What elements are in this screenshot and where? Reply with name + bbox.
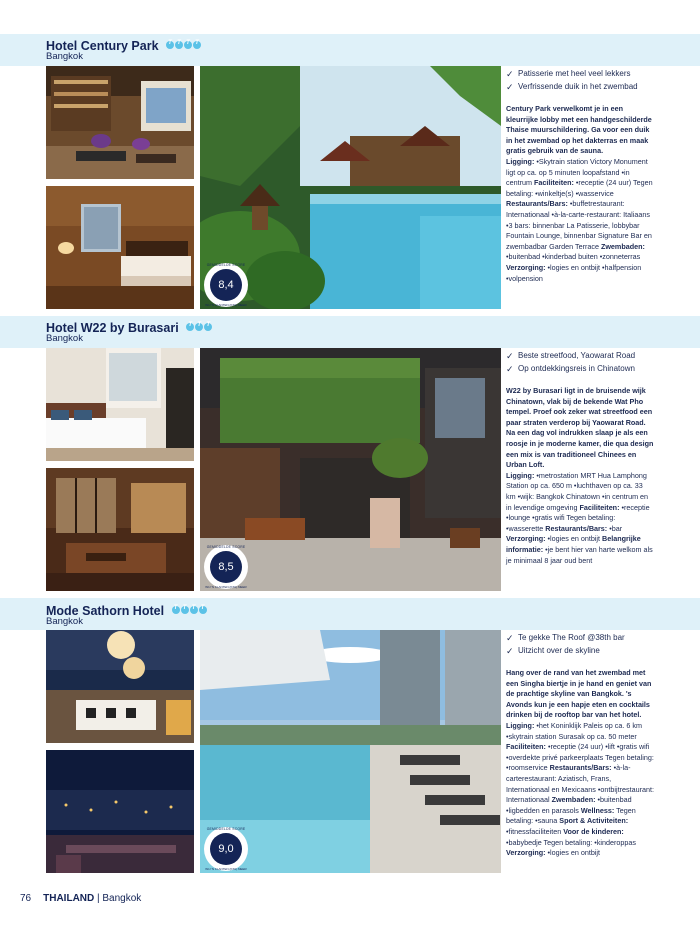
star-rating [186, 320, 213, 334]
star-icon [199, 606, 207, 614]
photo-pool [200, 66, 501, 309]
hotel-city: Bangkok [46, 616, 83, 627]
star-rating [172, 603, 208, 617]
star-icon [186, 323, 194, 331]
intro-text: Century Park verwelkomt je in een kleurrijke lobby met een handgeschilderde Thaise muurschildering. Ga voor een duik in het zwembad op het dakterras en maak gratis gebruik van de sauna. [506, 104, 652, 156]
hotel-title: Hotel W22 by Burasari TTT [46, 320, 213, 335]
checkmark-icon: ✓ [506, 81, 514, 92]
star-icon [190, 606, 198, 614]
photo-rooftop-pool [200, 630, 501, 873]
footer-separator: | [94, 893, 103, 904]
hotel-description [506, 68, 654, 284]
photo-courtyard [200, 348, 501, 591]
score-value: 8,5 [210, 551, 242, 583]
checkmark-icon: ✓ [506, 633, 514, 643]
checkmark-icon: ✓ [506, 351, 514, 361]
star-icon [175, 41, 183, 49]
star-icon [195, 323, 203, 331]
checkmark-icon: ✓ [506, 69, 514, 79]
photo-lounge [46, 468, 194, 591]
hotel-title: Hotel Century Park TTTT [46, 38, 202, 53]
highlight-item: ✓ Op ontdekkingsreis in Chinatown [506, 363, 635, 374]
checkmark-icon: ✓ [506, 363, 514, 374]
highlight-item: ✓ Uitzicht over de skyline [506, 645, 600, 656]
score-badge: GEMIDDELDE SCORE 8,5 WIJ 'N KLANTEN (IN%) MEER [205, 545, 247, 589]
intro-text: W22 by Burasari ligt in de bruisende wijk Chinatown, vlak bij de bekende Wat Pho tempel. Proef ook zeker wat streetfood een paar straten verderop bij Yaowarat Road. Na een dag vol indrukken slaap je als een roosje in je moderne kamer, die qua design een mix is van traditioneel Chinees en Urban Loft. [506, 386, 654, 470]
photo-room [46, 348, 194, 461]
star-icon [204, 323, 212, 331]
footer-region: Bangkok [102, 893, 142, 904]
page-number: 76 [20, 893, 32, 904]
score-value: 9,0 [210, 833, 242, 865]
star-icon [166, 41, 174, 49]
hotel-city: Bangkok [46, 333, 83, 344]
details-text: Ligging: •Skytrain station Victory Monument ligt op ca. op 5 minuten loopafstand •in centrum Faciliteiten: •receptie (24 uur) Tegen betaling: •winkeltje(s) •wasservice Restaurants/Bars: •buffetrestaurant: Internationaal •à-la-carte-restaurant: Italiaans •3 bars: binnenbar La Patisserie, lobbybar Fountain Lounge, binnenbar Signature Bar en zwembadbar Garden Terrace Zwembaden: •buitenbad •kinderbad buiten •zonneterras Verzorging: •logies en ontbijt •halfpension •volpension [506, 156, 653, 283]
star-icon [193, 41, 201, 49]
hotel-city: Bangkok [46, 51, 83, 62]
photo-room [46, 186, 194, 309]
intro-text: Hang over de rand van het zwembad met een Singha biertje in je hand en geniet van de prachtige skyline van Bangkok. 's Avonds kun je een hapje eten en cocktails drinken bij de rooftop bar van het hotel. [506, 668, 652, 720]
highlight-item: ✓ Beste streetfood, Yaowarat Road [506, 351, 636, 361]
highlight-item: ✓ Te gekke The Roof @38th bar [506, 633, 625, 643]
star-icon [181, 606, 189, 614]
highlight-item: ✓ Verfrissende duik in het zwembad [506, 81, 638, 92]
hotel-description [506, 350, 654, 566]
score-value: 8,4 [210, 269, 242, 301]
page-footer [20, 893, 141, 904]
hotel-description [506, 632, 654, 859]
star-icon [172, 606, 180, 614]
details-text: Ligging: •metrostation MRT Hua Lamphong Station op ca. 650 m •luchthaven op ca. 33 km •wijk: Bangkok Chinatown •in centrum en in levendige omgeving Faciliteiten: •receptie •lounge •gratis wifi Tegen betaling: •wasserette Restaurants/Bars: •bar Verzorging: •logies en ontbijt Belangrijke informatie: •je bent hier van harte welkom als je minimaal 8 jaar oud bent [506, 470, 653, 565]
photo-bar [46, 630, 194, 743]
photo-lobby [46, 66, 194, 179]
score-badge: GEMIDDELDE SCORE 8,4 WIJ 'N KLANTEN (IN%) MEER [205, 263, 247, 307]
score-badge: GEMIDDELDE SCORE 9,0 WIJ 'N KLANTEN (IN%) MEER [205, 827, 247, 871]
details-text: Ligging: •het Koninklijk Paleis op ca. 6 km •skytrain station Surasak op ca. 50 meter Faciliteiten: •receptie (24 uur) •lift •gratis wifi •overdekte privé parkeerplaats Tegen betaling: •roomservice Restaurants/Bars: •à-la-carterestaurant: Aziatisch, Frans, Internationaal en Mexicaans •ontbijtrestaurant: Internationaal Zwembaden: •buitenbad •ligbedden en parasols Wellness: Tegen betaling: •sauna Sport & Activiteiten: •fitnessfaciliteiten Voor de kinderen: •babybedje Tegen betaling: •kinderoppas Verzorging: •logies en ontbijt [506, 720, 654, 858]
footer-country: THAILAND [43, 893, 95, 904]
star-rating [166, 38, 202, 52]
hotel-title: Mode Sathorn Hotel TTTT [46, 603, 208, 618]
checkmark-icon: ✓ [506, 645, 514, 656]
photo-rooftop-night [46, 750, 194, 873]
highlight-item: ✓ Patisserie met heel veel lekkers [506, 69, 631, 79]
star-icon [184, 41, 192, 49]
